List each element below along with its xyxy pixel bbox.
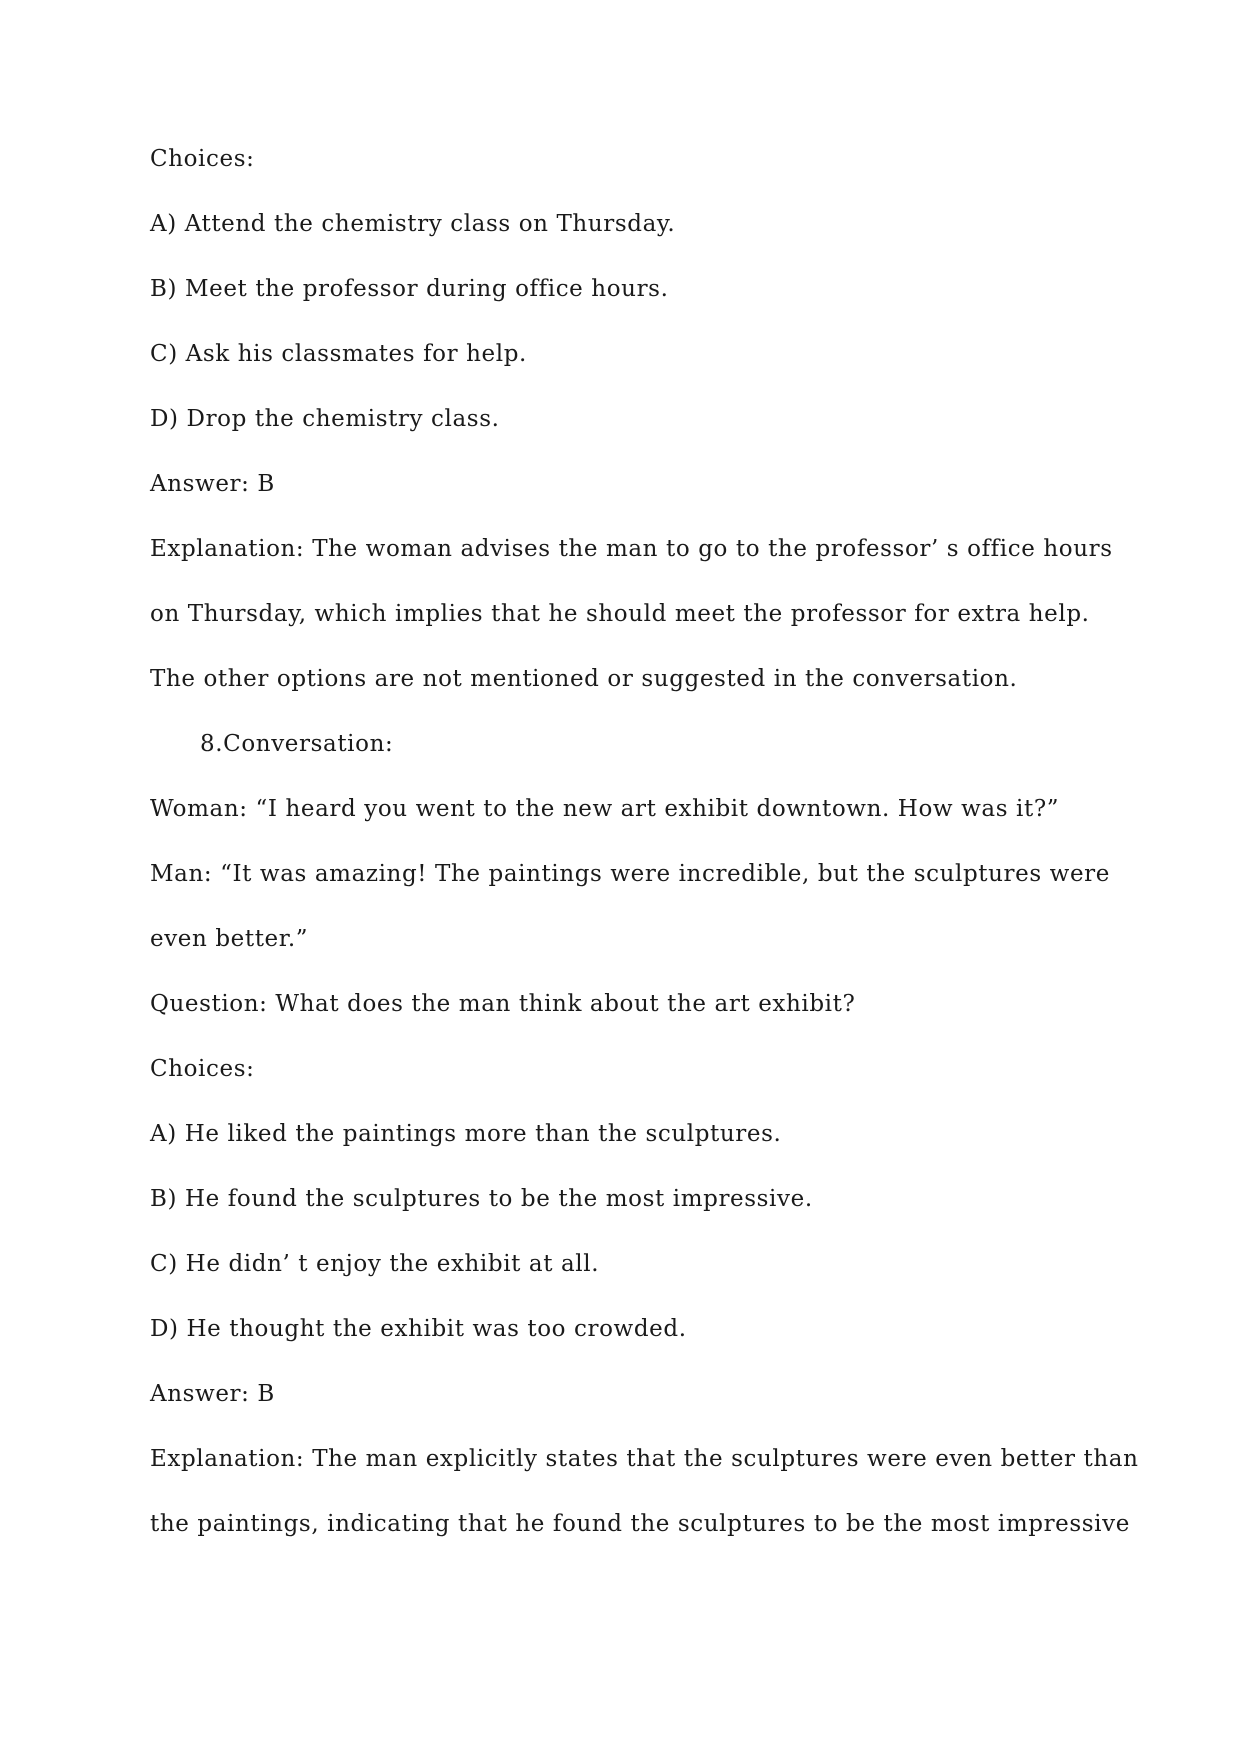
q7-explanation-line-3: The other options are not mentioned or suggested in the conversation.: [150, 666, 1018, 692]
q7-choice-d: D) Drop the chemistry class.: [150, 406, 500, 432]
q8-choice-c: C) He didn’ t enjoy the exhibit at all.: [150, 1251, 600, 1277]
q8-choice-d: D) He thought the exhibit was too crowded.: [150, 1316, 687, 1342]
q8-choice-b: B) He found the sculptures to be the most impressive.: [150, 1186, 813, 1212]
q7-choice-b: B) Meet the professor during office hours.: [150, 276, 669, 302]
q8-heading: 8.Conversation:: [200, 731, 394, 757]
q7-explanation-line-1: Explanation: The woman advises the man to go to the professor’ s office hours: [150, 536, 1113, 562]
q8-explanation-line-2: the paintings, indicating that he found the sculptures to be the most impressive: [150, 1511, 1130, 1537]
q8-man-line-2: even better.”: [150, 926, 309, 952]
q7-answer: Answer: B: [150, 471, 275, 497]
q7-choices-label: Choices:: [150, 146, 255, 172]
q8-woman-line: Woman: “I heard you went to the new art exhibit downtown. How was it?”: [150, 796, 1060, 822]
q7-choice-a: A) Attend the chemistry class on Thursday.: [150, 211, 676, 237]
q8-question: Question: What does the man think about the art exhibit?: [150, 991, 856, 1017]
document-body: [150, 146, 1139, 1576]
q8-choice-a: A) He liked the paintings more than the sculptures.: [150, 1121, 782, 1147]
q8-explanation-line-1: Explanation: The man explicitly states that the sculptures were even better than: [150, 1446, 1139, 1472]
q8-choices-label: Choices:: [150, 1056, 255, 1082]
q7-choice-c: C) Ask his classmates for help.: [150, 341, 527, 367]
q8-answer: Answer: B: [150, 1381, 275, 1407]
q8-man-line-1: Man: “It was amazing! The paintings were incredible, but the sculptures were: [150, 861, 1110, 887]
q7-explanation-line-2: on Thursday, which implies that he should meet the professor for extra help.: [150, 601, 1090, 627]
